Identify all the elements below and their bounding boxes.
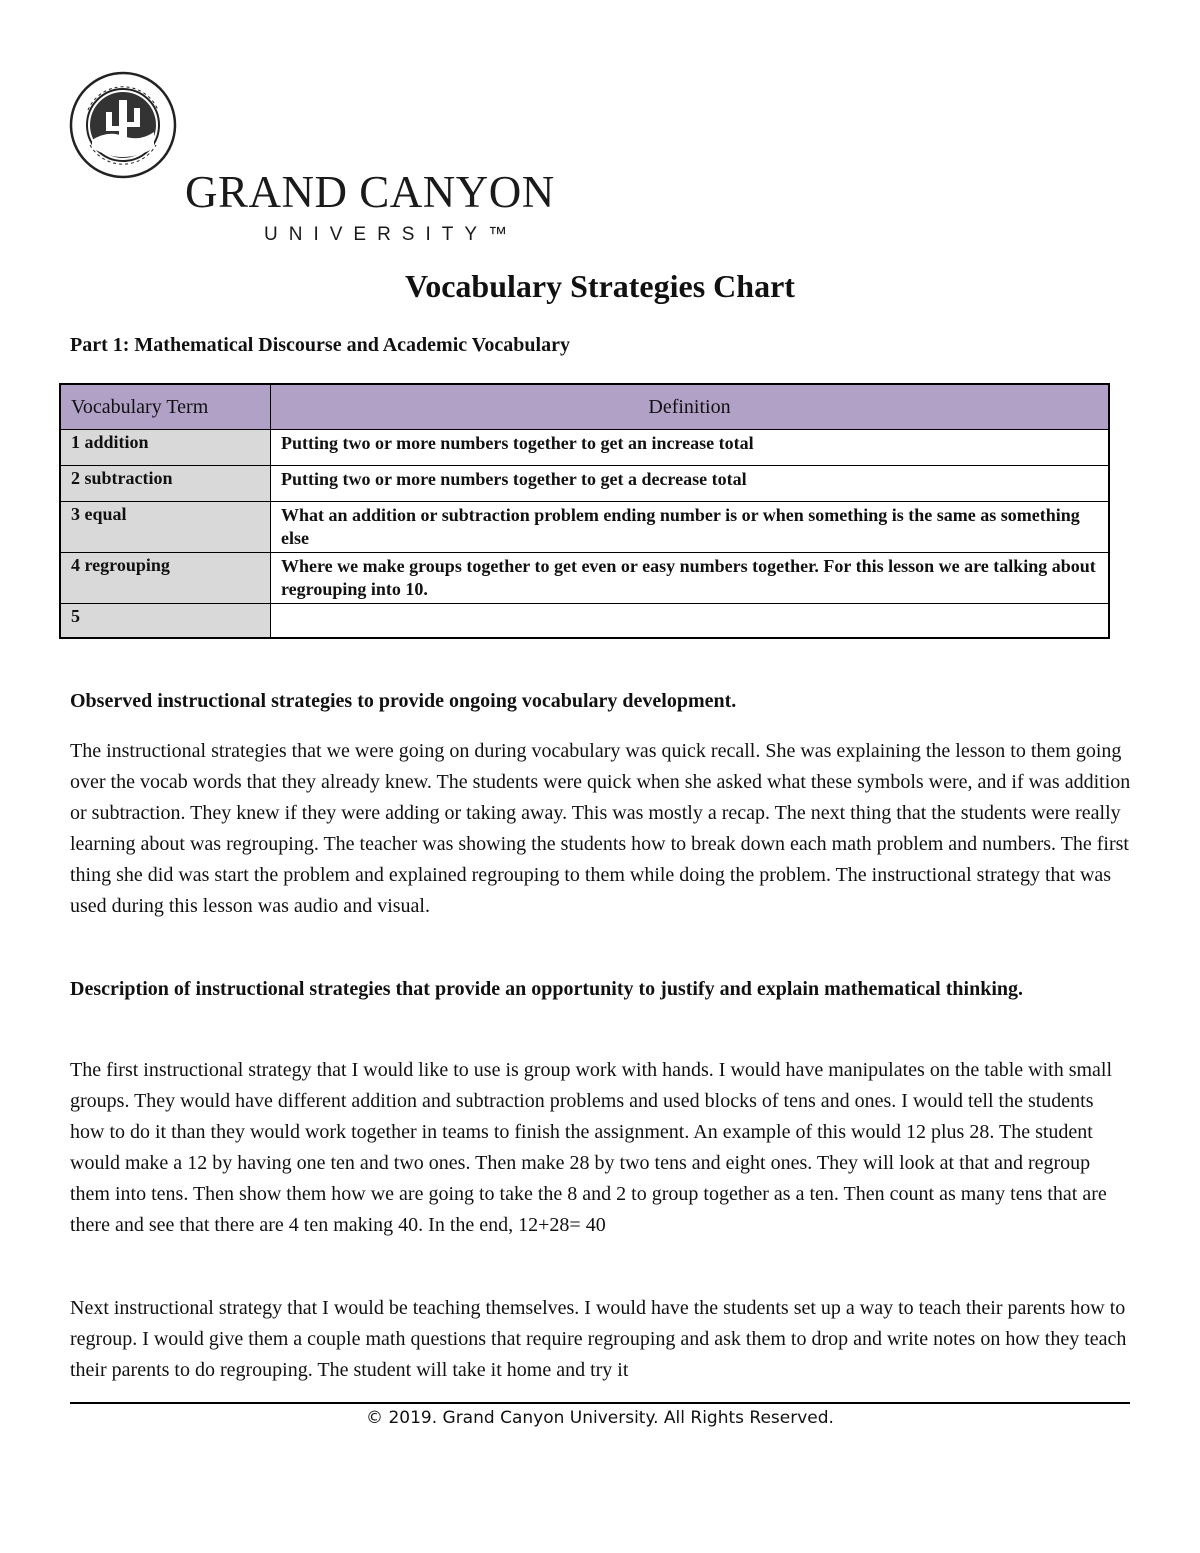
term-cell: 1 addition xyxy=(60,430,271,466)
column-header-term: Vocabulary Term xyxy=(60,384,271,430)
observed-heading: Observed instructional strategies to provide ongoing vocabulary development. xyxy=(70,690,737,712)
description-paragraph-2: Next instructional strategy that I would be teaching themselves. I would have the students set up a way to teach their parents how to regroup. I would give them a couple math questions that require regrouping and ask them to drop and write notes on how they teach their parents to do regrouping. The student will take it home and try it xyxy=(70,1297,1127,1381)
definition-cell: Where we make groups together to get even or easy numbers together. For this lesson we are talking about regrouping into 10. xyxy=(271,553,1110,604)
table-row xyxy=(60,502,1109,553)
definition-cell: Putting two or more numbers together to get an increase total xyxy=(271,430,1110,466)
column-header-definition: Definition xyxy=(271,384,1110,430)
table-row xyxy=(60,553,1109,604)
footer-copyright: © 2019. Grand Canyon University. All Rights Reserved. xyxy=(366,1408,834,1428)
term-cell: 3 equal xyxy=(60,502,271,553)
vocabulary-table xyxy=(59,383,1110,639)
description-paragraph-1: The first instructional strategy that I would like to use is group work with hands. I would have manipulates on the table with small groups. They would have different addition and subtraction problems and used blocks of tens and ones. I would tell the students how to do it than they would work together in teams to finish the assignment. An example of this would 12 plus 28. The student would make a 12 by having one ten and two ones. Then make 28 by two tens and eight ones. They will look at that and regroup them into tens. Then show them how we are going to take the 8 and 2 to group together as a ten. Then count as many tens that are there and see that there are 4 ten making 40. In the end, 12+28= 40 xyxy=(70,1059,1113,1236)
term-cell: 2 subtraction xyxy=(60,466,271,502)
university-logo xyxy=(68,70,558,245)
logo-wordmark-line2: UNIVERSITY™ xyxy=(264,224,519,245)
footer-divider xyxy=(70,1402,1130,1404)
table-row xyxy=(60,466,1109,502)
description-heading: Description of instructional strategies that provide an opportunity to justify and explain mathematical thinking. xyxy=(70,978,1023,1000)
term-cell: 4 regrouping xyxy=(60,553,271,604)
definition-cell: Putting two or more numbers together to get a decrease total xyxy=(271,466,1110,502)
table-row xyxy=(60,430,1109,466)
definition-cell: What an addition or subtraction problem ending number is or when something is the same as something else xyxy=(271,502,1110,553)
definition-cell xyxy=(271,604,1110,639)
table-row xyxy=(60,604,1109,639)
logo-wordmark-line1: GRAND CANYON xyxy=(185,167,555,217)
observed-body: The instructional strategies that we were going on during vocabulary was quick recall. She was explaining the lesson to them going over the vocab words that they already knew. The students were quick when she asked what these symbols were, and if was addition or subtraction. They knew if they were adding or taking away. This was mostly a recap. The next thing that the students were really learning about was regrouping. The teacher was showing the students how to break down each math problem and numbers. The first thing she did was start the problem and explained regrouping to them while doing the problem. The instructional strategy that was used during this lesson was audio and visual. xyxy=(70,740,1131,917)
term-cell: 5 xyxy=(60,604,271,639)
document-title: Vocabulary Strategies Chart xyxy=(405,268,795,304)
university-seal-icon xyxy=(68,70,178,180)
table-header-row xyxy=(60,384,1109,430)
part1-heading: Part 1: Mathematical Discourse and Academic Vocabulary xyxy=(70,334,570,356)
